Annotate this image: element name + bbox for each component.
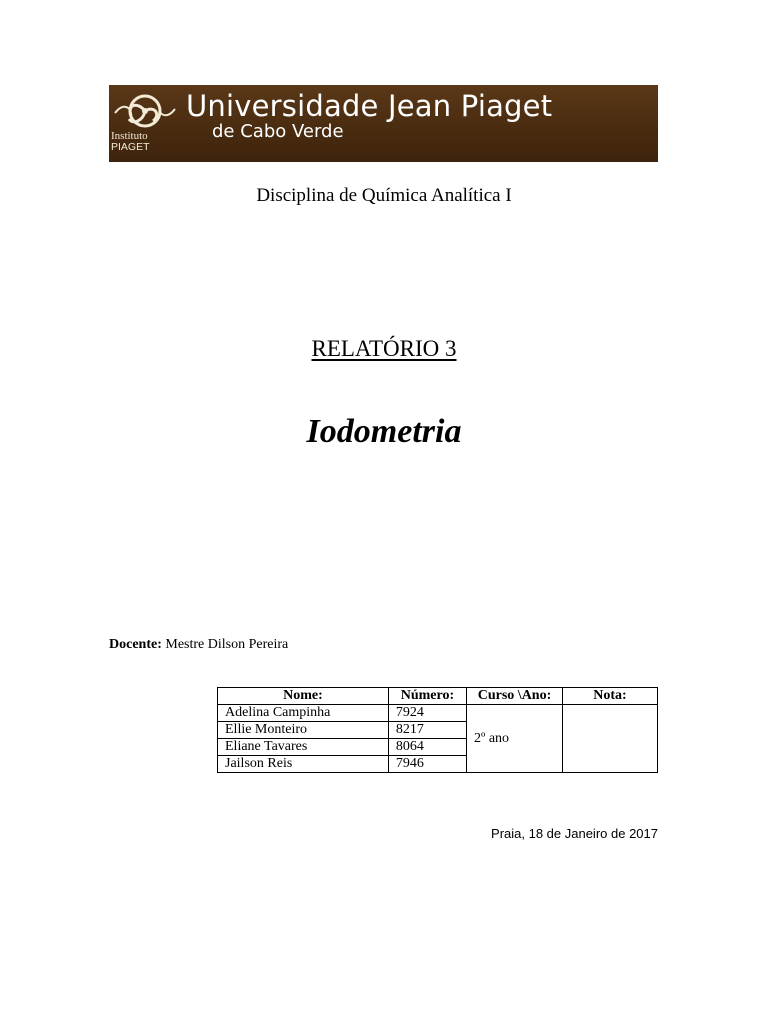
place-date: Praia, 18 de Janeiro de 2017 bbox=[491, 826, 658, 841]
table-row bbox=[218, 705, 658, 722]
report-number bbox=[0, 334, 768, 364]
logo-text-piaget: PIAGET bbox=[111, 141, 150, 153]
student-name: Jailson Reis bbox=[218, 756, 389, 773]
student-name: Adelina Campinha bbox=[218, 705, 389, 722]
student-number: 8064 bbox=[388, 739, 466, 756]
report-number-text: RELATÓRIO 3 bbox=[311, 336, 457, 361]
university-location: de Cabo Verde bbox=[212, 121, 344, 142]
report-title: Iodometria bbox=[306, 413, 462, 450]
instituto-piaget-logo bbox=[109, 85, 181, 162]
student-number: 7924 bbox=[388, 705, 466, 722]
header-grade: Nota: bbox=[563, 688, 658, 705]
teacher-name: Mestre Dilson Pereira bbox=[165, 637, 289, 652]
university-name: Universidade Jean Piaget bbox=[186, 89, 553, 123]
header-number: Número: bbox=[388, 688, 466, 705]
table-header-row bbox=[218, 688, 658, 705]
course-year-cell: 2º ano bbox=[467, 705, 563, 773]
grade-cell bbox=[563, 705, 658, 773]
students-table bbox=[217, 687, 658, 773]
student-number: 7946 bbox=[388, 756, 466, 773]
student-name: Ellie Monteiro bbox=[218, 722, 389, 739]
teacher-line bbox=[109, 636, 288, 654]
header-name: Nome: bbox=[218, 688, 389, 705]
triskelion-logo-icon bbox=[113, 91, 177, 131]
student-number: 8217 bbox=[388, 722, 466, 739]
student-name: Eliane Tavares bbox=[218, 739, 389, 756]
discipline-heading: Disciplina de Química Analítica I bbox=[256, 185, 512, 206]
header-course-year: Curso \Ano: bbox=[467, 688, 563, 705]
university-banner bbox=[109, 85, 658, 162]
logo-text-instituto: Instituto bbox=[111, 130, 148, 142]
teacher-label: Docente: bbox=[109, 637, 162, 652]
